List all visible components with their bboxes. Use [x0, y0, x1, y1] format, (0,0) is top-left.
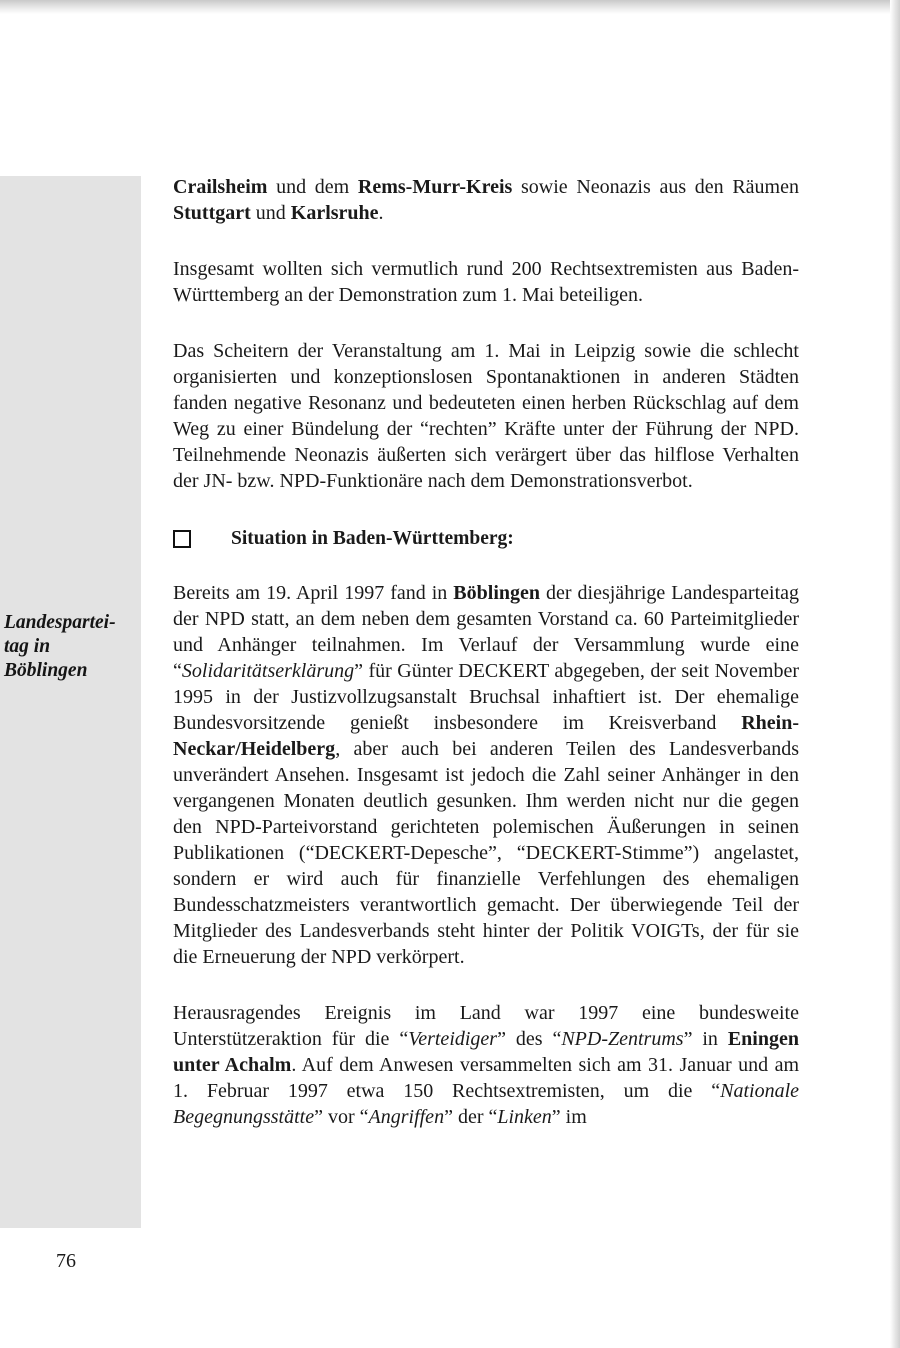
place-name: Rhein-Neckar/Heidelberg — [173, 712, 799, 760]
margin-note-line: tag in — [4, 636, 51, 657]
margin-note-line: Böblingen — [4, 660, 88, 681]
place-name: Böblingen — [453, 582, 540, 604]
place-name: Eningen unter Achalm — [173, 1028, 799, 1076]
paragraph: Insgesamt wollten sich vermutlich rund 200 Rechtsextremisten aus Baden-Württemberg an der Demonstration zum 1. Mai beteiligen. — [173, 258, 799, 306]
quoted-term: NPD-Zentrums — [561, 1028, 684, 1050]
page-number: 76 — [56, 1250, 76, 1272]
place-name: Rems-Murr-Kreis — [357, 176, 513, 198]
paragraph: Bereits am 19. April 1997 fand in Böblingen der diesjährige Landesparteitag der NPD statt, an dem neben dem gesamten Vorstand ca. 60 Parteimitglieder und Anhänger teilnahmen. Im Verlauf der Versammlung wurde eine “Solidaritätserklärung” für Günter DECKERT abgegeben, der seit November 1995 in der Justizvollzugsanstalt Bruchsal inhaftiert ist. Der ehemalige Bundesvorsitzende genießt insbesondere im Kreisverband Rhein-Neckar/Heidelberg, aber auch bei anderen Teilen des Landesverbands unverändert Ansehen. Insgesamt ist jedoch die Zahl seiner Anhänger in den vergangenen Monaten deutlich gesunken. Ihm werden nicht nur die gegen den NPD-Parteivorstand gerichteten polemischen Äußerungen in seinen Publikationen (“DECKERT-Depesche”, “DECKERT-Stimme”) angelastet, sondern er wird auch für finanzielle Verfehlungen des ehemaligen Bundesschatzmeisters verantwortlich gemacht. Der überwiegende Teil der Mitglieder des Landesverbands steht hinter der Politik VOIGTs, der für sie die Erneuerung der NPD verkörpert. — [173, 582, 799, 968]
margin-note-line: Landespartei- — [4, 612, 116, 633]
paragraph: Das Scheitern der Veranstaltung am 1. Mai in Leipzig sowie die schlecht organisierten und konzeptionslosen Spontanaktionen in anderen Städten fanden negative Resonanz und bedeuteten einen herben Rückschlag auf dem Weg zu einer Bündelung der “rechten” Kräfte unter der Führung der NPD. Teilnehmende Neonazis äußerten sich verärgert über das hilflose Verhalten der JN- bzw. NPD-Funktionäre nach dem Demonstrationsverbot. — [173, 340, 799, 492]
quoted-term: Nationale Begegnungsstätte — [173, 1080, 799, 1128]
paragraph: Herausragendes Ereignis im Land war 1997 eine bundesweite Unterstützeraktion für die “Verteidiger” des “NPD-Zentrums” in Eningen unter Achalm. Auf dem Anwesen versammelten sich am 31. Januar und am 1. Februar 1997 etwa 150 Rechtsextremisten, um die “Nationale Begegnungsstätte” vor “Angriffen” der “Linken” im — [173, 1002, 799, 1128]
section-heading-text: Situation in Baden-Württemberg: — [231, 528, 514, 549]
quoted-term: Solidaritätserklärung — [181, 660, 355, 682]
checkbox-bullet-icon — [173, 530, 191, 548]
place-name: Crailsheim — [173, 176, 268, 198]
quoted-term: Angriffen — [368, 1106, 445, 1128]
place-name: Karlsruhe — [290, 202, 379, 224]
scan-shadow-top — [0, 0, 900, 14]
quoted-term: Verteidiger — [408, 1028, 498, 1050]
section-heading — [173, 524, 799, 554]
quoted-term: Linken — [497, 1106, 552, 1128]
place-name: Stuttgart — [173, 202, 251, 224]
scan-shadow-right — [890, 0, 900, 1348]
margin-band — [0, 176, 141, 1228]
main-text — [173, 174, 799, 1130]
paragraph: Crailsheim und dem Rems-Murr-Kreis sowie Neonazis aus den Räumen Stuttgart und Karlsruhe. — [173, 176, 799, 224]
margin-note — [4, 611, 140, 683]
